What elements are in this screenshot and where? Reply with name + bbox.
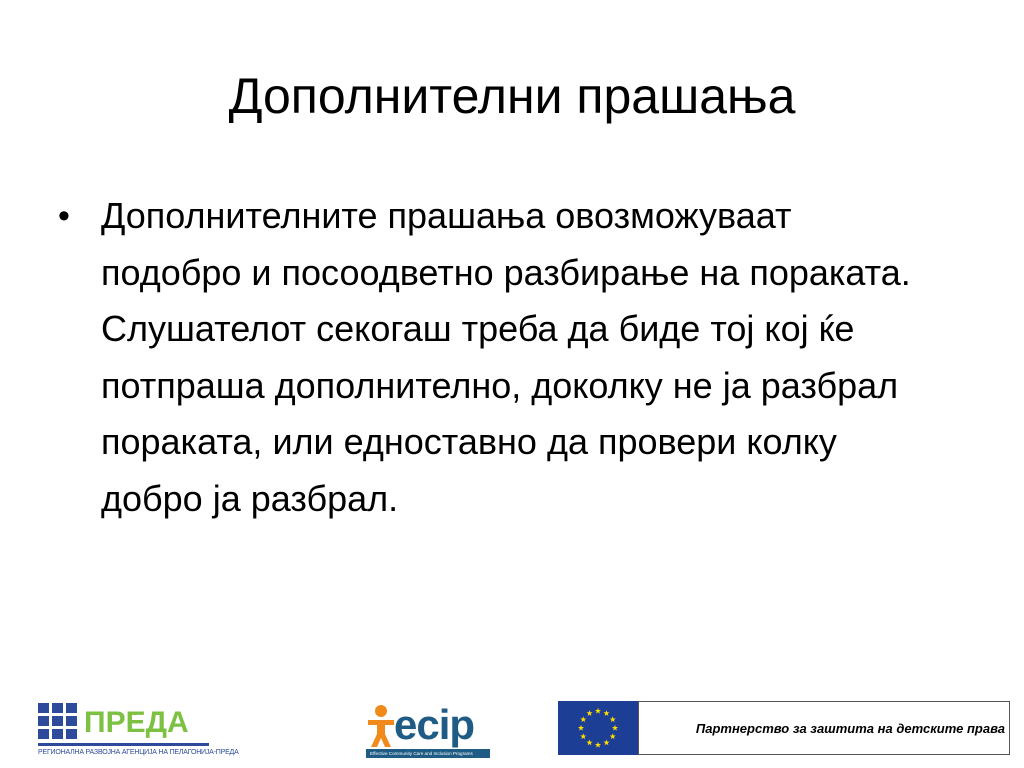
ecip-logo-subtitle: Effective Community Care and Inclusion Programs: [370, 751, 473, 756]
eu-flag-icon: [558, 701, 638, 755]
slide-title: Дополнителни прашања: [228, 68, 796, 124]
footer-logos: [0, 698, 1024, 760]
eu-caption-box: [638, 701, 1010, 755]
star-icon: [586, 710, 592, 716]
star-icon: [580, 716, 586, 722]
preda-logo-text: ПРЕДА: [84, 706, 189, 739]
star-icon: [610, 733, 616, 739]
ecip-logo-text: ecip: [394, 701, 475, 748]
divider: [38, 743, 209, 746]
star-icon: [603, 740, 609, 746]
star-icon: [612, 725, 618, 731]
grid-icon: [38, 703, 78, 741]
star-icon: [595, 708, 601, 714]
preda-logo-subtitle: РЕГИОНАЛНА РАЗВОЈНА АГЕНЦИЈА НА ПЕЛАГОНИЈА-ПРЕДА: [38, 749, 239, 756]
preda-logo: [38, 703, 239, 758]
bullet-text: Дополнителните прашања овозможуваат подобро и посоодветно разбирање на пораката. Слушателот секогаш треба да биде тој кој ќе потпраша дополнително, доколку не ја разбрал пораката, или едноставно да провери колку добро ја разбрал.: [101, 195, 911, 519]
star-icon: [610, 716, 616, 722]
star-icon: [578, 725, 584, 731]
star-icon: [580, 733, 586, 739]
ecip-logo: [366, 702, 490, 760]
star-icon: [603, 710, 609, 716]
eu-caption: Партнерство за заштита на детските права: [695, 721, 1005, 736]
star-icon: [586, 740, 592, 746]
bullet-dot-icon: •: [58, 197, 70, 235]
star-icon: [595, 742, 601, 748]
child-figure-icon: [366, 704, 396, 748]
